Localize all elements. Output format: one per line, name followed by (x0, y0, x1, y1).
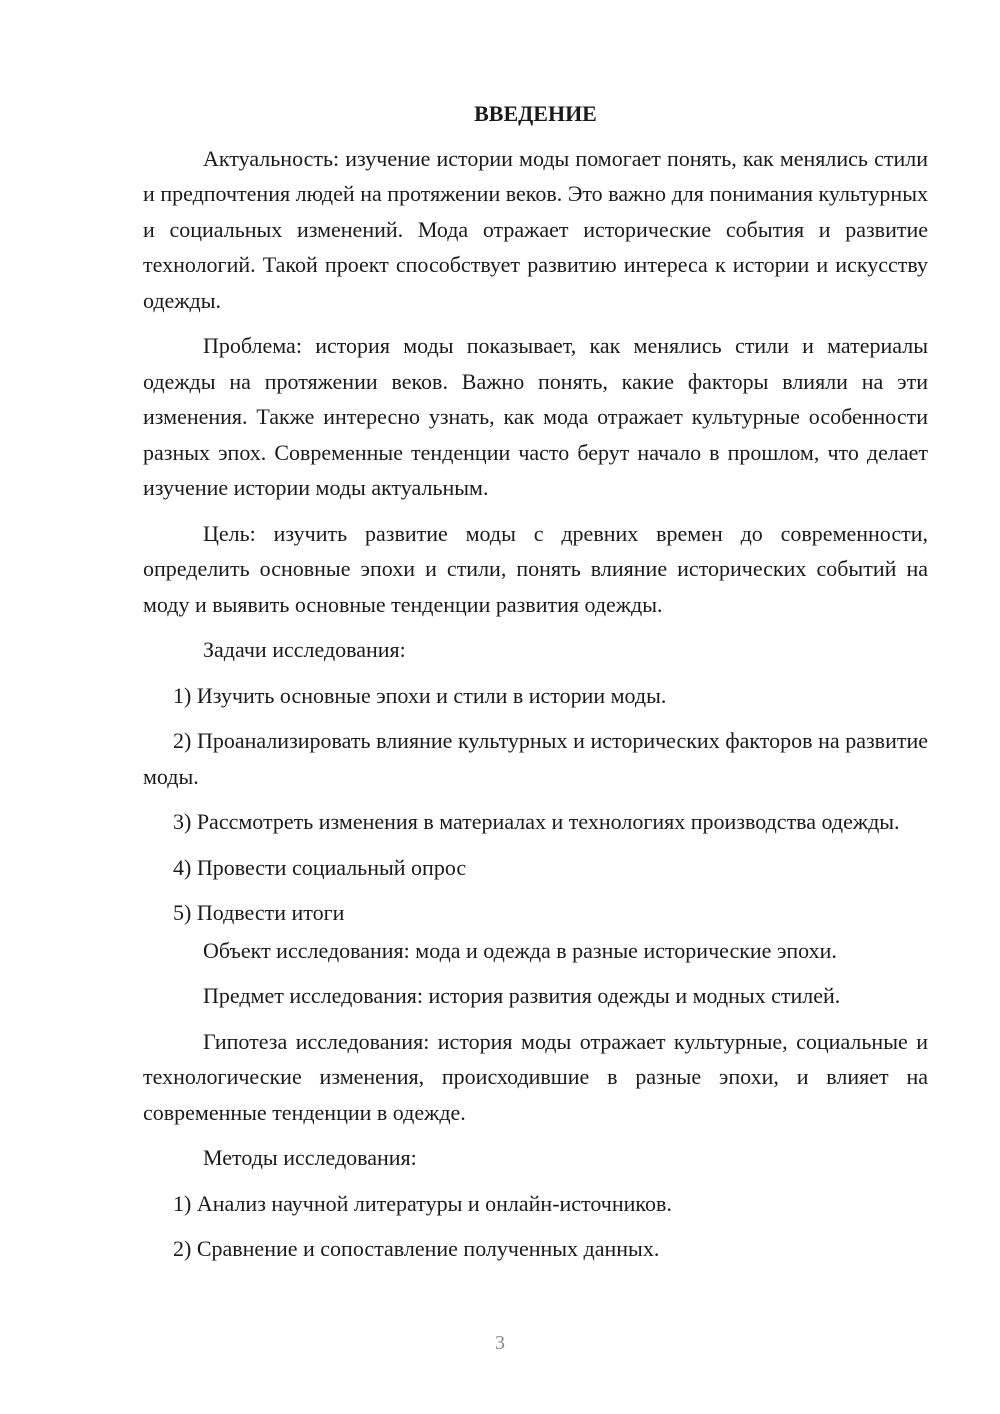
task-item-5: 5) Подвести итоги (173, 900, 345, 925)
subject-paragraph: Предмет исследования: история развития одежды и модных стилей. (203, 983, 841, 1008)
hypothesis-paragraph: Гипотеза исследования: история моды отражает культурные, социальные и технологические изменения, происходившие в разные эпохи, и влияет на современные тенденции в одежде. (143, 1028, 928, 1125)
object-paragraph: Объект исследования: мода и одежда в разные исторические эпохи. (203, 937, 837, 963)
problem-paragraph: Проблема: история моды показывает, как менялись стили и материалы одежды на протяжении веков. Важно понять, какие факторы влияли на эти изменения. Также интересно узнать, как мода отражает культурные особенности разных эпох. Современные тенденции часто берут начало в прошлом, что делает изучение истории моды актуальным. (143, 333, 928, 500)
method-item-2: 2) Сравнение и сопоставление полученных данных. (173, 1236, 660, 1261)
section-title: ВВЕДЕНИЕ (474, 101, 597, 126)
task-item-2: 2) Проанализировать влияние культурных и исторических факторов на развитие моды. (143, 728, 928, 789)
method-item-1: 1) Анализ научной литературы и онлайн-источников. (173, 1190, 672, 1216)
task-item-4: 4) Провести социальный опрос (173, 854, 467, 880)
document-page (143, 96, 928, 1277)
task-item-3: 3) Рассмотреть изменения в материалах и технологиях производства одежды. (173, 809, 900, 834)
tasks-heading: Задачи исследования: (203, 637, 406, 662)
task-item-1: 1) Изучить основные эпохи и стили в истории моды. (173, 682, 667, 708)
methods-heading: Методы исследования: (203, 1145, 417, 1170)
relevance-paragraph: Актуальность: изучение истории моды помогает понять, как менялись стили и предпочтения людей на протяжении веков. Это важно для понимания культурных и социальных изменений. Мода отражает исторические события и развитие технологий. Такой проект способствует развитию интереса к истории и искусству одежды. (143, 145, 928, 313)
page-number: 3 (495, 1332, 505, 1354)
goal-paragraph: Цель: изучить развитие моды с древних времен до современности, определить основные эпохи и стили, понять влияние исторических событий на моду и выявить основные тенденции развития одежды. (143, 520, 928, 617)
